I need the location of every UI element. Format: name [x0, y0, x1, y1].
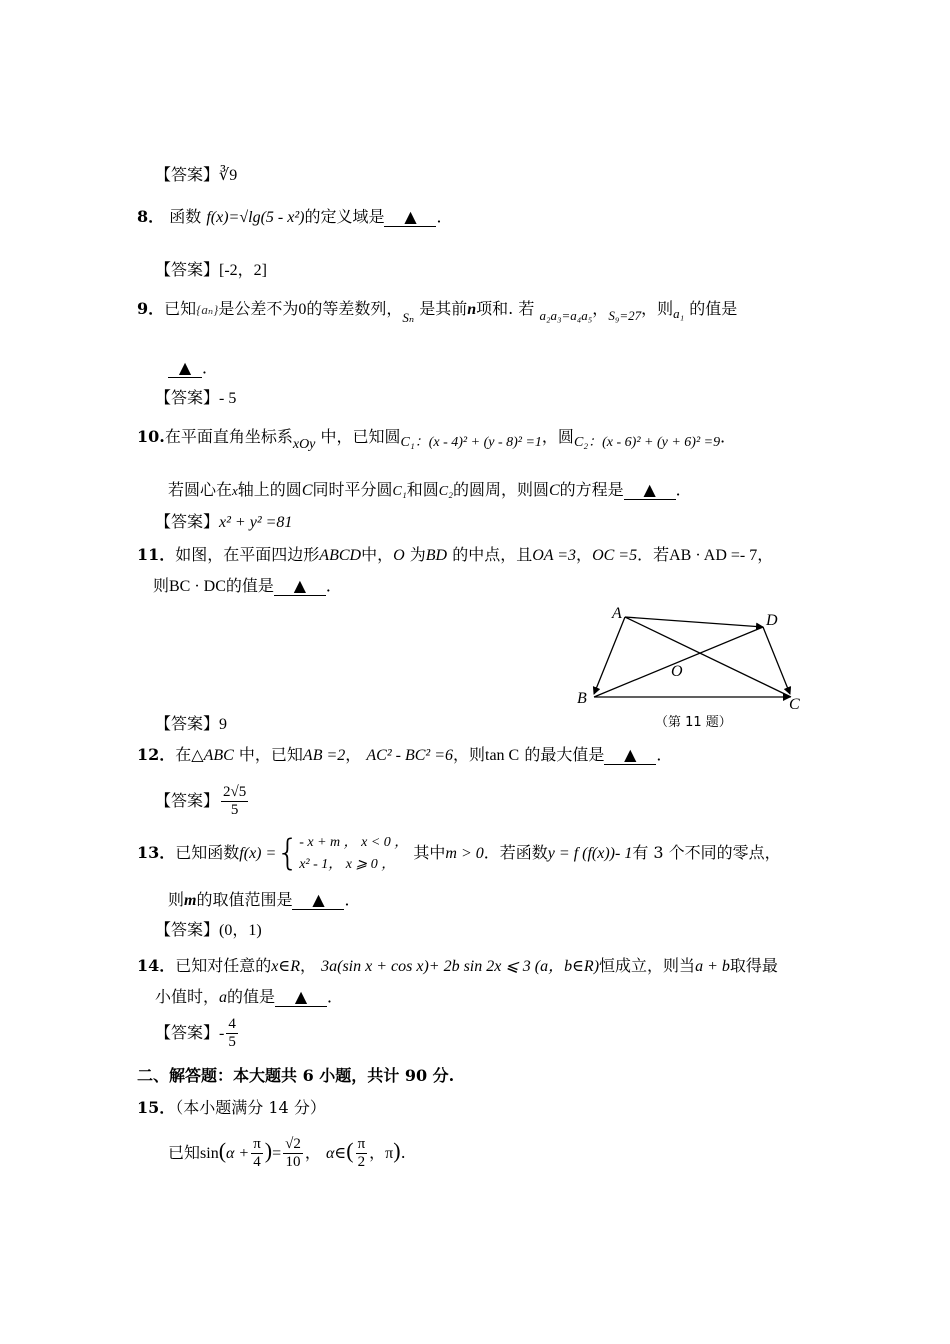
q9-blank-line [168, 357, 218, 379]
section-2-heading: 二、解答题：本大题共 6 小题，共计 90 分. [137, 1066, 455, 1085]
q14-text-b: 恒成立，则当 [599, 956, 696, 975]
q15-eq: = [272, 1145, 282, 1162]
q15-period: . [400, 1143, 406, 1162]
vector-ad [625, 617, 763, 627]
q13-line2 [168, 889, 361, 912]
q9-a1: a₁ [673, 306, 685, 321]
q8-expr: f(x)=√lg(5 - x²) [206, 209, 305, 226]
q11-line2-end: ． [325, 576, 342, 595]
q13-text-b: 其中 [413, 843, 446, 862]
q8-answer: [-2，2] [219, 262, 268, 279]
q13-g: y = f (f(x))- 1 [547, 845, 633, 862]
q14-number: 14． [137, 956, 176, 975]
q15-line2-a: 已知 [168, 1143, 201, 1162]
q12-ab: AB =2 [302, 747, 346, 764]
segment-bd [594, 627, 763, 697]
q11-oc: OC =5 [592, 547, 638, 564]
q11-answer-line [155, 713, 227, 736]
q15-alpha-plus: α + [226, 1145, 250, 1162]
q14-line2-b: 的值是 [227, 987, 276, 1006]
q15-pi: π [253, 1136, 261, 1152]
q10-line2-d: 和圆 [406, 480, 439, 499]
q11-line2 [153, 575, 342, 598]
q15-root2-over-10 [283, 1136, 303, 1171]
vector-ab [594, 617, 625, 694]
q12-comma: ， [345, 745, 362, 764]
q10-text-a: 在平面直角坐标系 [164, 427, 293, 446]
q10-line [137, 426, 736, 450]
q10-C2: C₂ [438, 484, 453, 499]
point-c-label: C [789, 696, 800, 710]
q10-text-c: ，圆 [541, 427, 574, 446]
q12-cond: AC² - BC² =6 [366, 747, 453, 764]
q15-pi-end: ，π [369, 1145, 394, 1162]
q9-answer-line [155, 387, 236, 410]
answer-label: 【答案】 [155, 388, 220, 407]
q15-line [137, 1097, 326, 1119]
q11-text-b: 中， [361, 545, 394, 564]
q11-text-d: 的中点，且 [452, 545, 533, 564]
q15-text-a: （本小题满分 14 分） [175, 1098, 326, 1117]
q10-c1: C₁：(x - 4)² + (y - 8)² =1 [400, 435, 542, 450]
q14-line [137, 955, 778, 978]
q12-text-d: 的最大值是 [524, 745, 605, 764]
point-o-label: O [671, 663, 683, 680]
q15-comma: ， [304, 1143, 321, 1162]
q12-tanc: tan C [485, 747, 520, 764]
q12-answer-numerator: 2√5 [223, 784, 247, 800]
q14-text-c: 取得最 [729, 956, 778, 975]
q10-line2-c: 同时平分圆 [312, 480, 393, 499]
q12-text-b: 中，已知 [238, 745, 303, 764]
q15-alpha-in: α∈ [326, 1145, 347, 1162]
answer-label: 【答案】 [155, 260, 220, 279]
q9-answer: - 5 [219, 390, 237, 407]
q11-answer: 9 [219, 716, 228, 733]
q12-number: 12． [137, 745, 176, 764]
q9-cond2: S₉=27 [608, 308, 642, 323]
q14-answer-denominator: 5 [228, 1034, 236, 1050]
q10-C1: C₁ [392, 484, 407, 499]
q11-text-e: ．若AB · AD =- 7， [637, 547, 774, 564]
answer-label: 【答案】 [155, 512, 220, 531]
q10-line2-a: 若圆心在 [168, 480, 233, 499]
q10-line2 [168, 479, 692, 503]
q11-o: O [393, 547, 405, 564]
q11-oa: OA =3 [532, 547, 577, 564]
q11-number: 11． [137, 545, 176, 564]
q13-answer: (0，1) [219, 922, 262, 939]
q9-text-c: 的等差数列， [306, 299, 403, 318]
q11-figure-caption: （第 11 题） [655, 715, 732, 730]
q10-number: 10. [137, 427, 165, 446]
q13-answer-line [155, 919, 262, 942]
point-d-label: D [766, 612, 778, 629]
q10-C-b: C [548, 482, 560, 499]
q12-answer [221, 784, 248, 819]
q13-number: 13． [137, 843, 176, 862]
q12-blank: ▲ [604, 746, 656, 765]
q8-text-a: 函数 [169, 207, 202, 226]
q10-text-d: ． [720, 427, 737, 446]
q15-pi-over-4 [251, 1136, 263, 1171]
q8-number: 8． [137, 207, 165, 226]
q12-text-a: 在△ [175, 745, 204, 764]
q13-m: m [184, 892, 197, 909]
q11-text-a: 如图，在平面四边形 [175, 545, 320, 564]
q10-line2-f: 的方程是 [559, 480, 624, 499]
q14-answer-numerator: 4 [228, 1016, 236, 1032]
q11-bd: BD [425, 547, 448, 564]
segment-ac [625, 617, 791, 697]
answer-label: 【答案】 [155, 714, 220, 733]
q15-line2: 已知sin(α + $\frac{\pi}{4}$ )= $\frac{√2}{10}$ ， α∈( $\frac{\pi}{2}$ ，π). [168, 1136, 406, 1170]
q13-line [137, 829, 781, 878]
q15-number: 15． [137, 1098, 176, 1117]
q14-line2 [155, 986, 343, 1009]
q15-ten: 10 [285, 1154, 301, 1170]
q10-xoy: xOy [292, 437, 316, 452]
q13-piece1: - x + m ， x < 0 ， [299, 834, 409, 850]
q7-answer-line [155, 164, 237, 187]
q10-answer-line [155, 511, 292, 534]
q11-line [137, 544, 773, 567]
q9-cond1: a₂a₃=a₄a₅ [539, 308, 593, 323]
q8-answer-line [155, 259, 267, 282]
q14-ab: a + b [695, 958, 730, 975]
q13-text-a: 已知函数 [175, 843, 240, 862]
q10-blank: ▲ [624, 481, 676, 500]
q14-line2-a: 小值时， [155, 987, 220, 1006]
q15-pi-over-2 [356, 1136, 368, 1171]
q9-text-f: ，则 [641, 299, 674, 318]
q9-text-b: 是公差不为 [218, 299, 299, 318]
q15-four: 4 [253, 1154, 261, 1170]
q14-a: a [219, 989, 228, 1006]
q7-answer: ∛9 [219, 167, 238, 184]
q10-x: x [232, 483, 238, 498]
q14-comma: ， [300, 956, 317, 975]
q14-answer-line [155, 1014, 240, 1053]
q8-line [137, 206, 452, 229]
q10-line2-e: 的圆周，则圆 [452, 480, 549, 499]
q9-line: 9．已知{aₙ}是公差不为0的等差数列，$_{S_n}$ 是其前n项和. 若 $_{a_2a_3=a_4a_5}$，$_{S_9=27}$，则$_{a_1}$ 的值是 [137, 299, 738, 325]
q14-blank: ▲ [275, 988, 327, 1007]
q9-zero: 0 [298, 301, 307, 318]
q13-piece2: x² - 1， x ⩾ 0 ， [299, 856, 396, 872]
q14-ineq: 3a(sin x + cos x)+ 2b sin 2x ⩽ 3 (a，b∈R) [321, 958, 600, 975]
q10-C: C [301, 482, 313, 499]
q9-sn: Sₙ [402, 310, 415, 325]
q12-abc: ABC [203, 747, 234, 764]
q15-sin: sin [200, 1145, 219, 1162]
q9-text-g: 的值是 [689, 299, 738, 318]
answer-label: 【答案】 [155, 1023, 220, 1042]
q13-fx: f(x) = [239, 845, 277, 862]
q10-line2-b: 轴上的圆 [237, 480, 302, 499]
q9-blank: ▲ [168, 359, 202, 378]
q9-seq: {aₙ} [196, 302, 219, 317]
q10-answer: x² + y² =81 [219, 514, 293, 531]
q12-text-e: ． [656, 745, 673, 764]
answer-label: 【答案】 [155, 165, 220, 184]
q12-answer-line [155, 782, 250, 820]
q9-text-a: 已知 [164, 299, 197, 318]
q11-line2-text: 则BC · DC的值是 [153, 578, 274, 595]
q9-number: 9． [137, 299, 165, 318]
q10-line2-g: ． [675, 480, 692, 499]
q13-line2-b: 的取值范围是 [196, 890, 293, 909]
q13-line2-a: 则 [168, 890, 185, 909]
q12-text-c: ，则 [452, 745, 485, 764]
q14-text-a: 已知对任意的 [175, 956, 272, 975]
q15-root2: √2 [285, 1136, 301, 1152]
q14-answer [226, 1016, 238, 1051]
q11-abcd: ABCD [319, 547, 362, 564]
answer-label: 【答案】 [155, 791, 220, 810]
q8-text-c: ． [436, 207, 453, 226]
answer-label: 【答案】 [155, 920, 220, 939]
point-a-label: A [612, 605, 622, 622]
q13-text-d: 有 3 个不同的零点， [632, 843, 781, 862]
q14-cond: x∈R [271, 958, 301, 975]
q11-comma: ， [576, 545, 593, 564]
q15-pi-b: π [357, 1136, 366, 1152]
q12-line [137, 744, 672, 767]
q9-text-h: ． [202, 358, 219, 377]
point-b-label: B [577, 690, 587, 707]
q9-text-d: 是其前 [419, 299, 468, 318]
q11-blank: ▲ [274, 577, 326, 596]
q8-text-b: 的定义域是 [304, 207, 385, 226]
q14-line2-c: ． [327, 987, 344, 1006]
q8-blank: ▲ [384, 208, 436, 227]
q9-n: n [467, 301, 477, 318]
q10-text-b: 中，已知圆 [320, 427, 401, 446]
vector-dc [763, 627, 790, 694]
q9-text-e: 项和. 若 [476, 299, 535, 318]
q10-c2: C₂：(x - 6)² + (y + 6)² =9 [573, 435, 721, 450]
q13-line2-c: ． [344, 890, 361, 909]
q13-m-cond: m > 0 [445, 845, 484, 862]
q15-two: 2 [357, 1154, 366, 1170]
q11-text-c: 为 [409, 545, 426, 564]
q13-text-c: ．若函数 [483, 843, 548, 862]
q14-answer-sign: - [219, 1025, 225, 1042]
brace-icon: { [276, 832, 300, 874]
q11-figure [570, 600, 810, 710]
q13-blank: ▲ [292, 891, 344, 910]
q12-answer-denominator: 5 [230, 802, 239, 818]
q13-piecewise [299, 832, 408, 876]
